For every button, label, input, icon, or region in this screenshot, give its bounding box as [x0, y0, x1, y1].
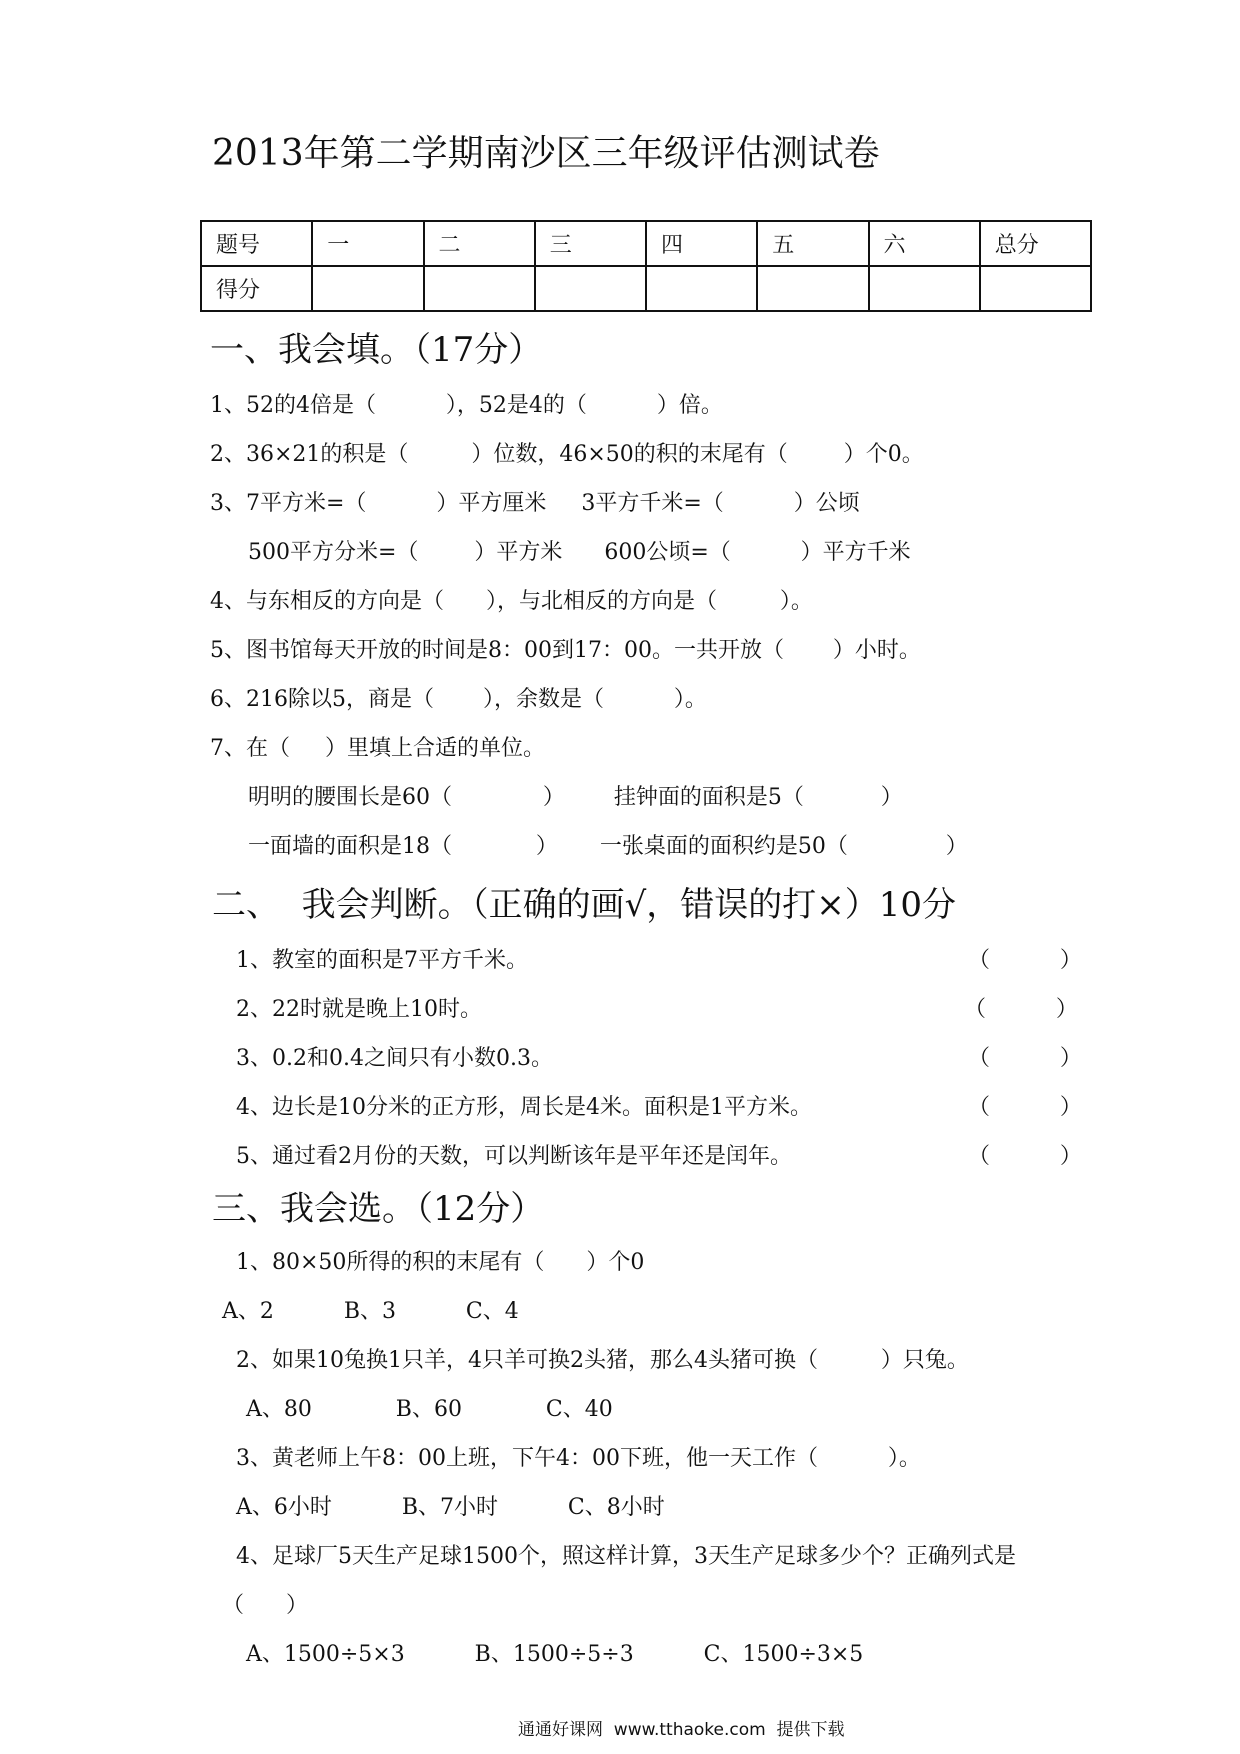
- choice-options: A、2 B、3 C、4: [222, 1299, 519, 1324]
- score-cell[interactable]: [869, 266, 980, 311]
- score-table-score-row: [201, 266, 1091, 311]
- page-title: 2013年第二学期南沙区三年级评估测试卷: [212, 133, 880, 174]
- score-cell[interactable]: [312, 266, 423, 311]
- footer-source: 通通好课网 www.tthaoke.com 提供下载: [518, 1720, 845, 1740]
- score-cell[interactable]: [646, 266, 757, 311]
- score-cell[interactable]: [980, 266, 1091, 311]
- question-line: 3、7平方米=（ ）平方厘米 3平方千米=（ ）公顷: [210, 491, 860, 516]
- question-line: 6、216除以5，商是（ ），余数是（ ）。: [210, 687, 707, 712]
- score-table-cell: 六: [869, 221, 980, 266]
- answer-paren[interactable]: （ ）: [964, 997, 1078, 1022]
- judge-item: 3、0.2和0.4之间只有小数0.3。: [236, 1046, 553, 1071]
- choice-options: A、80 B、60 C、40: [246, 1397, 613, 1422]
- answer-paren[interactable]: （ ）: [968, 948, 1082, 973]
- answer-paren[interactable]: （ ）: [968, 1095, 1082, 1120]
- score-table-cell: 四: [646, 221, 757, 266]
- choice-question: 1、80×50所得的积的末尾有（ ）个0: [236, 1250, 645, 1275]
- answer-paren[interactable]: （ ）: [968, 1144, 1082, 1169]
- question-line: 一面墙的面积是18（ ） 一张桌面的面积约是50（ ）: [248, 834, 968, 859]
- section3-heading: 三、我会选。（12分）: [212, 1189, 545, 1229]
- question-line: 1、52的4倍是（ ），52是4的（ ）倍。: [210, 393, 723, 418]
- choice-question: 2、如果10兔换1只羊，4只羊可换2头猪，那么4头猪可换（ ）只兔。: [236, 1348, 969, 1373]
- choice-question: 4、足球厂5天生产足球1500个，照这样计算，3天生产足球多少个？正确列式是: [236, 1544, 1016, 1569]
- choice-question-paren: （ ）: [222, 1593, 308, 1618]
- score-table-cell: 一: [312, 221, 423, 266]
- score-table-cell: 五: [757, 221, 868, 266]
- score-table: [200, 220, 1092, 312]
- judge-item: 4、边长是10分米的正方形，周长是4米。面积是1平方米。: [236, 1095, 812, 1120]
- judge-item: 5、通过看2月份的天数，可以判断该年是平年还是闰年。: [236, 1144, 792, 1169]
- judge-item: 1、教室的面积是7平方千米。: [236, 948, 528, 973]
- score-table-header-row: [201, 221, 1091, 266]
- score-table-cell: 三: [535, 221, 646, 266]
- question-line: 明明的腰围长是60（ ） 挂钟面的面积是5（ ）: [248, 785, 903, 810]
- judge-item: 2、22时就是晚上10时。: [236, 997, 482, 1022]
- score-table-cell: 题号: [201, 221, 312, 266]
- choice-options: A、1500÷5×3 B、1500÷5÷3 C、1500÷3×5: [246, 1642, 864, 1667]
- score-table-cell: 总分: [980, 221, 1091, 266]
- score-table-cell: 二: [424, 221, 535, 266]
- score-cell[interactable]: [424, 266, 535, 311]
- section2-heading: 二、 我会判断。（正确的画√，错误的打×）10分: [212, 885, 957, 925]
- score-cell[interactable]: [757, 266, 868, 311]
- question-line: 5、图书馆每天开放的时间是8：00到17：00。一共开放（ ）小时。: [210, 638, 921, 663]
- question-line: 7、在（ ）里填上合适的单位。: [210, 736, 545, 761]
- choice-question: 3、黄老师上午8：00上班，下午4：00下班，他一天工作（ ）。: [236, 1446, 921, 1471]
- section1-heading: 一、我会填。（17分）: [210, 330, 543, 370]
- question-line: 4、与东相反的方向是（ ），与北相反的方向是（ ）。: [210, 589, 813, 614]
- question-line: 500平方分米=（ ）平方米 600公顷=（ ）平方千米: [248, 540, 911, 565]
- score-cell[interactable]: [535, 266, 646, 311]
- answer-paren[interactable]: （ ）: [968, 1046, 1082, 1071]
- question-line: 2、36×21的积是（ ）位数，46×50的积的末尾有（ ）个0。: [210, 442, 924, 467]
- score-table-row-label: 得分: [201, 266, 312, 311]
- choice-options: A、6小时 B、7小时 C、8小时: [236, 1495, 665, 1520]
